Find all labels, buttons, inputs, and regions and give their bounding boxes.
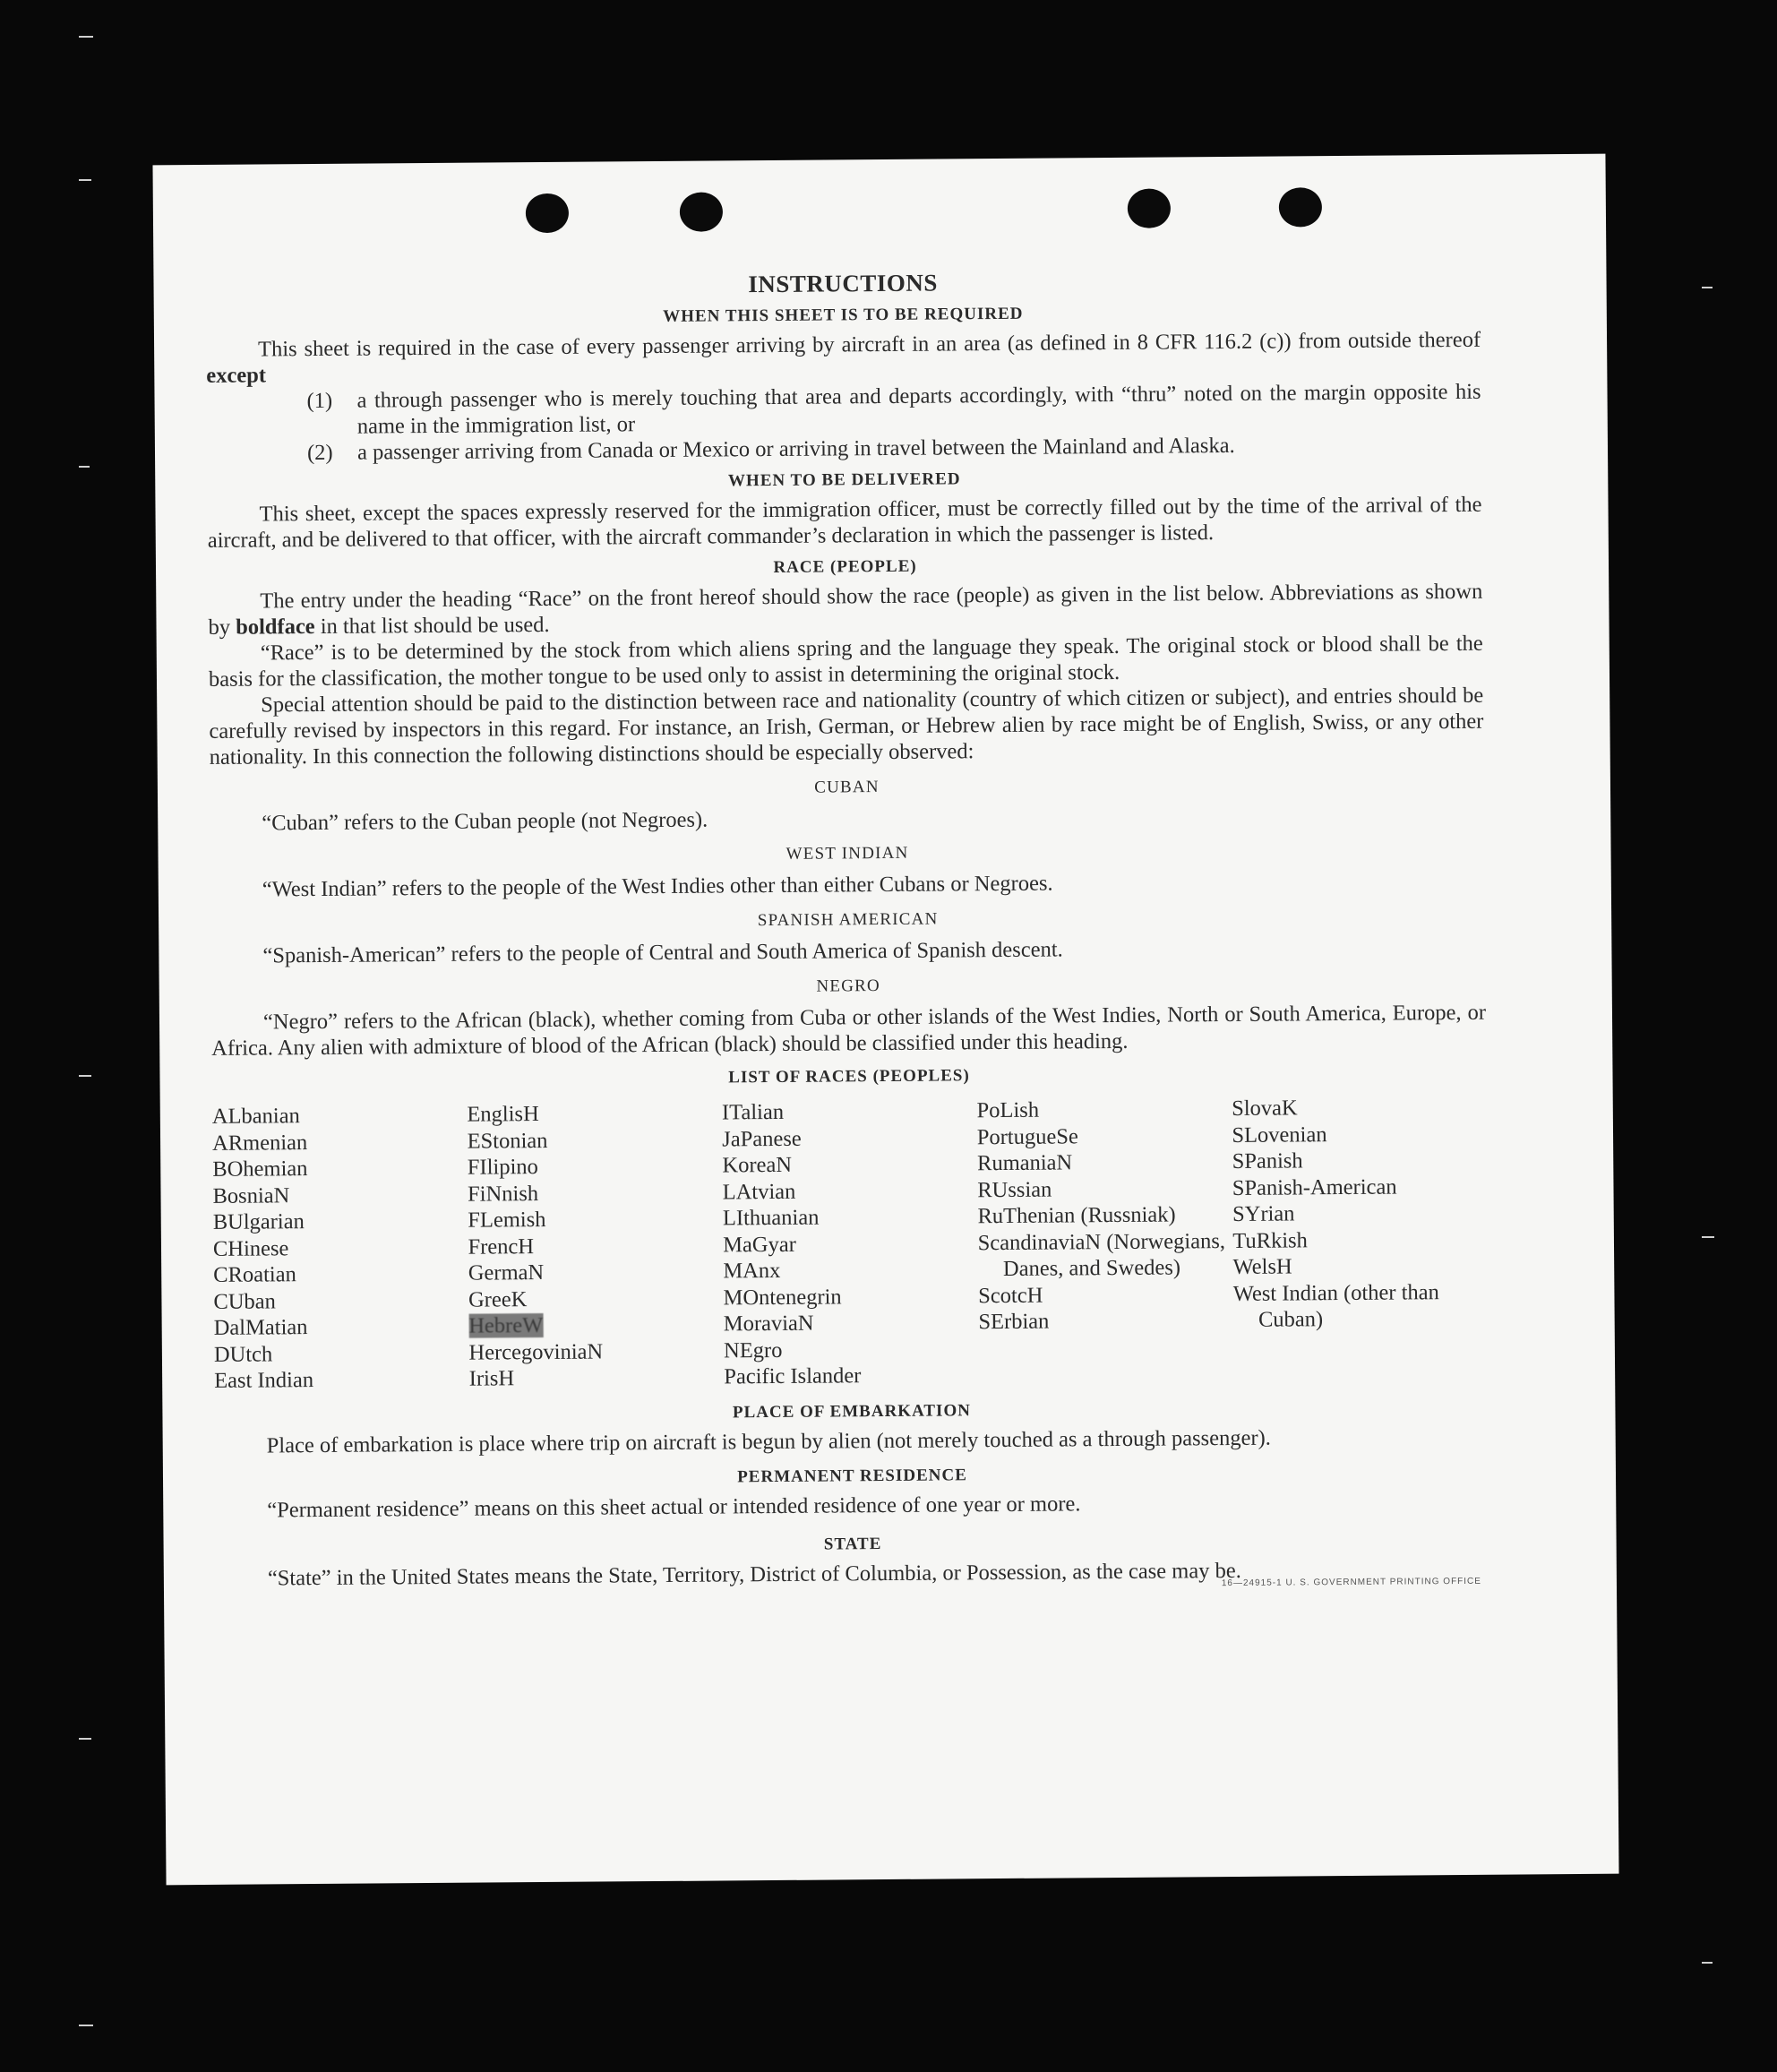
- races-list: [212, 1094, 1489, 1395]
- race-entry: IrisH: [468, 1366, 515, 1391]
- race-entry: ARmenian: [211, 1130, 308, 1156]
- list-item-number: (2): [306, 440, 333, 466]
- race-entry: BUlgarian: [212, 1209, 305, 1234]
- races-column: [976, 1096, 1233, 1388]
- punch-hole: [1279, 187, 1322, 227]
- race-entry: RuThenian (Russniak): [977, 1202, 1176, 1229]
- race-entry: FIlipino: [467, 1155, 538, 1180]
- residence-text: “Permanent residence” means on this sheet actual or intended residence of one year or more.: [267, 1491, 1081, 1522]
- film-edge-mark: [79, 36, 93, 38]
- race-paragraph-2: “Race” is to be determined by the stock from which aliens spring and the language they speak. The original stock or blood shall be the basis for the classification, the mother tongue to be used only to assist in determining the original stock.: [208, 631, 1483, 692]
- race-entry: BOhemian: [212, 1156, 308, 1182]
- film-edge-mark: [1702, 1962, 1713, 1964]
- race-entry: ScotcH: [978, 1283, 1043, 1308]
- race-paragraph-1: The entry under the heading “Race” on the front hereof should show the race (people) as given in the list below. Abbreviations as shown by boldface in that list should be used.: [208, 579, 1483, 640]
- race-entry: JaPanese: [722, 1126, 802, 1151]
- list-item-text: a passenger arriving from Canada or Mexico or arriving in travel between the Mainland and Alaska.: [356, 433, 1235, 465]
- race-entry: Pacific Islander: [724, 1363, 862, 1389]
- required-intro-bold: except: [206, 363, 267, 388]
- section-heading-race: RACE (PEOPLE): [773, 556, 917, 577]
- race-entry: RUssian: [977, 1177, 1052, 1202]
- races-column: [467, 1099, 724, 1392]
- section-heading-residence: PERMANENT RESIDENCE: [737, 1465, 967, 1486]
- race-entry: KoreaN: [722, 1152, 793, 1178]
- race-entry: ITalian: [721, 1099, 785, 1125]
- list-item-number: (1): [306, 388, 333, 414]
- race-entry: SPanish-American: [1232, 1174, 1397, 1200]
- section-heading-list-of-races: LIST OF RACES (PEOPLES): [728, 1066, 970, 1088]
- cuban-text: “Cuban” refers to the Cuban people (not Negroes).: [262, 807, 708, 836]
- state-text: “State” in the United States means the State, Territory, District of Columbia, or Possession, as the case may be.: [267, 1558, 1241, 1590]
- race-entry: LIthuanian: [722, 1205, 820, 1231]
- race-entry: MAnx: [723, 1258, 781, 1284]
- film-edge-mark: [1702, 1236, 1714, 1238]
- race-entry: GermaN: [468, 1260, 545, 1285]
- list-item-text: a through passenger who is merely touching that area and departs accordingly, with “thru” noted on the margin opposite his name in the immigration list, or: [356, 379, 1481, 439]
- section-heading-cuban: CUBAN: [814, 778, 880, 797]
- race-entry: GreeK: [468, 1286, 528, 1312]
- instructions-content: [205, 266, 1490, 1604]
- race-entry: ScandinaviaN (Norwegians, Danes, and Swedes): [977, 1228, 1226, 1281]
- film-edge-mark: [79, 2025, 93, 2026]
- race-entry: EnglisH: [467, 1102, 539, 1127]
- list-item: [306, 379, 1481, 440]
- races-column: [212, 1102, 469, 1395]
- negro-text: “Negro” refers to the African (black), whether coming from Cuba or other islands of the West Indies, North or South America, Europe, or Africa. Any alien with admixture of blood of the African (black) should be classified under this heading.: [211, 1000, 1487, 1061]
- race-entry: SlovaK: [1232, 1096, 1298, 1121]
- required-intro: This sheet is required in the case of every passenger arriving by aircraft in an area (as defined in 8 CFR 116.2 (c)) from outside thereof except: [206, 327, 1481, 388]
- race-entry: FLemish: [468, 1207, 546, 1233]
- races-column: [1232, 1094, 1489, 1387]
- race-entry: West Indian (other than Cuban): [1232, 1279, 1439, 1332]
- west-indian-text: “West Indian” refers to the people of the West Indies other than either Cubans or Negroes.: [262, 871, 1053, 902]
- race-entry: CHinese: [212, 1235, 289, 1261]
- race-entry: FiNnish: [468, 1181, 539, 1207]
- section-heading-west-indian: WEST INDIAN: [785, 843, 909, 864]
- race-entry: EStonian: [467, 1128, 548, 1154]
- document-sheet: [152, 154, 1618, 1886]
- race-entry: DUtch: [213, 1341, 273, 1367]
- race-entry: SYrian: [1232, 1201, 1295, 1226]
- race-entry: WelsH: [1232, 1254, 1292, 1279]
- embarkation-text: Place of embarkation is place where trip on aircraft is begun by alien (not merely touched as a through passenger).: [266, 1425, 1271, 1457]
- race-entry: ALbanian: [211, 1104, 300, 1129]
- races-column: [722, 1097, 979, 1390]
- section-heading-embarkation: PLACE OF EMBARKATION: [732, 1400, 971, 1422]
- document-title: INSTRUCTIONS: [748, 269, 938, 298]
- punch-hole: [1128, 188, 1171, 228]
- film-edge-mark: [79, 1075, 91, 1077]
- boldface-word: boldface: [236, 614, 315, 640]
- race-entry: FrencH: [468, 1234, 535, 1260]
- section-heading-negro: NEGRO: [816, 976, 881, 996]
- race-entry: MoraviaN: [723, 1311, 814, 1337]
- race-entry: HercegoviniaN: [468, 1338, 604, 1365]
- film-edge-mark: [79, 1738, 91, 1740]
- section-heading-state: STATE: [823, 1534, 882, 1554]
- race-entry: CUban: [213, 1288, 276, 1314]
- race-entry: CRoatian: [213, 1262, 296, 1287]
- delivered-text: This sheet, except the spaces expressly reserved for the immigration officer, must be correctly filled out by the time of the arrival of the aircraft, and be delivered to that officer, with the aircraft commander’s declaration in which the passenger is listed.: [207, 492, 1482, 553]
- smudged-race-entry: HebreW: [468, 1313, 544, 1338]
- race-entry: [468, 1311, 724, 1339]
- punch-hole: [526, 193, 569, 233]
- print-code: 16—24915-1 U. S. GOVERNMENT PRINTING OFFICE: [1221, 1576, 1481, 1588]
- race-entry: LAtvian: [722, 1179, 796, 1204]
- section-heading-delivered: WHEN TO BE DELIVERED: [727, 469, 961, 491]
- spanish-american-text: “Spanish-American” refers to the people of Central and South America of Spanish descent.: [262, 937, 1063, 968]
- race-entry: SErbian: [978, 1309, 1050, 1335]
- film-edge-mark: [79, 179, 91, 181]
- race-entry: TuRkish: [1232, 1227, 1308, 1253]
- race-entry: SPanish: [1232, 1148, 1303, 1174]
- race-entry: BosniaN: [212, 1182, 290, 1208]
- section-heading-required: WHEN THIS SHEET IS TO BE REQUIRED: [663, 304, 1024, 326]
- race-entry: RumaniaN: [976, 1150, 1073, 1176]
- race-entry: MaGyar: [723, 1232, 796, 1257]
- race-entry: PoLish: [976, 1097, 1040, 1123]
- film-edge-mark: [79, 466, 90, 468]
- film-edge-mark: [1702, 287, 1713, 288]
- section-heading-spanish-american: SPANISH AMERICAN: [757, 909, 939, 931]
- race-entry: SLovenian: [1232, 1122, 1327, 1148]
- race-entry: NEgro: [723, 1337, 783, 1363]
- race-entry: MOntenegrin: [723, 1284, 842, 1310]
- punch-hole: [680, 192, 723, 231]
- race-paragraph-3: Special attention should be paid to the distinction between race and nationality (country of which citizen or subject), and entries should be carefully revised by inspectors in this regard. For instance, an Irish, German, or Hebrew alien by race might be of English, Swiss, or any other nationality. In this connection the following distinctions should be especially observed:: [209, 683, 1484, 769]
- race-entry: DalMatian: [213, 1315, 308, 1340]
- race-entry: PortugueSe: [976, 1123, 1078, 1149]
- race-entry: East Indian: [214, 1368, 314, 1393]
